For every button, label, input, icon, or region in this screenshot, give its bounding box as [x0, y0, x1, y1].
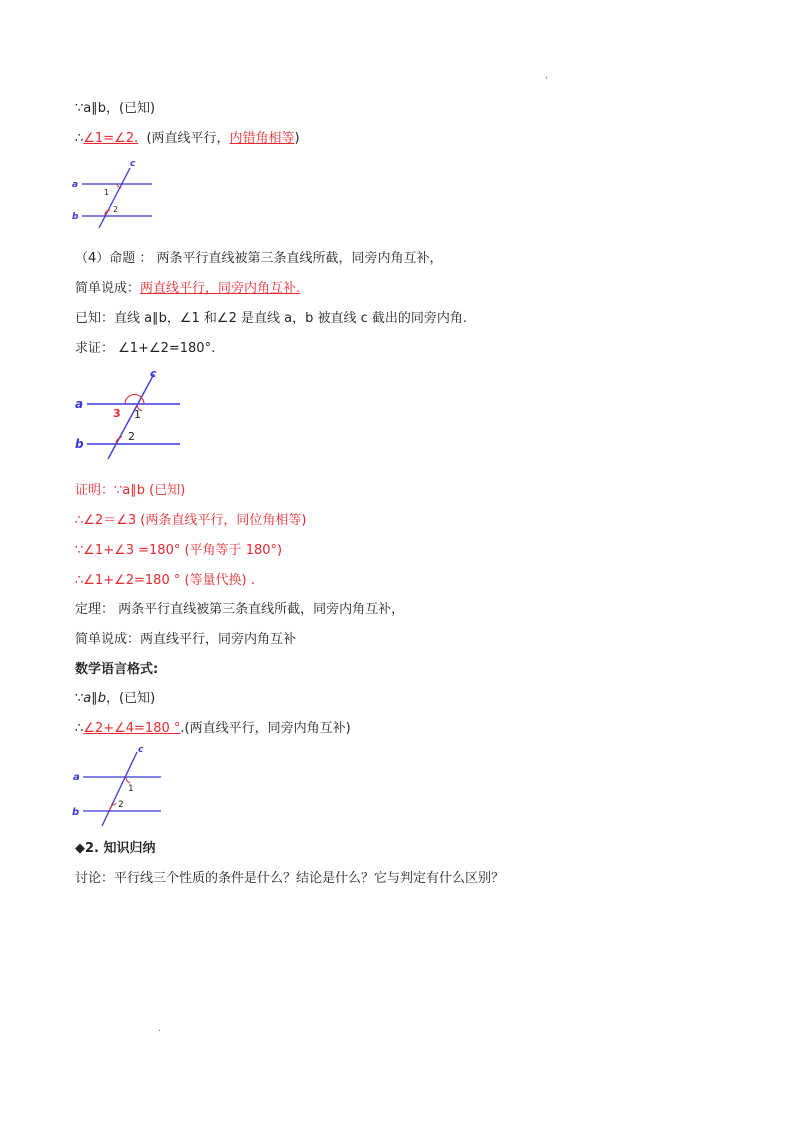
- proof-line-2: ∴∠2＝∠3 (两条直线平行，同位角相等): [75, 513, 307, 528]
- given-line-1: ∵a∥b，(已知): [75, 101, 156, 116]
- label-c: c: [150, 367, 157, 380]
- label-b: b: [72, 807, 80, 818]
- label-2: 2: [118, 800, 124, 810]
- proof-line-4: ∴∠1+∠2=180 ° (等量代换) .: [75, 573, 255, 588]
- prove-line: 求证： ∠1+∠2=180°.: [75, 341, 216, 356]
- label-a: a: [73, 772, 80, 783]
- label-2: 2: [113, 205, 119, 214]
- label-c: c: [130, 159, 136, 169]
- conclusion-red: ∠1=∠2.: [83, 131, 139, 146]
- because-symbol: ∵: [75, 691, 84, 706]
- given-suffix: ，(已知): [106, 691, 156, 706]
- label-1: 1: [128, 784, 134, 794]
- reason-close: ): [294, 131, 300, 146]
- proof-line-3: ∵∠1+∠3 =180° (平角等于 180°): [75, 543, 283, 558]
- simple-label: 简单说成：: [75, 281, 141, 296]
- section-2-title: ◆2. 知识归纳: [75, 841, 156, 856]
- conclusion-red: ∠2+∠4=180 °: [83, 721, 181, 736]
- theorem-line-1: 定理： 两条平行直线被第三条直线所截，同旁内角互补，: [75, 602, 405, 617]
- label-c: c: [138, 745, 144, 755]
- therefore-symbol: ∴: [75, 131, 84, 146]
- label-a: a: [72, 180, 79, 190]
- label-a: a: [75, 397, 84, 411]
- known-line: 已知：直线 a∥b，∠1 和∠2 是直线 a，b 被直线 c 截出的同旁内角.: [75, 311, 467, 326]
- conclusion-line-1: [75, 130, 300, 148]
- reason-red: 内错角相等: [229, 131, 295, 146]
- given-italic: a∥b: [83, 691, 106, 706]
- simple-red: 两直线平行，同旁内角互补.: [140, 281, 301, 296]
- label-3: 3: [113, 407, 121, 420]
- proposition-4-heading: （4）命题 ： 两条平行直线被第三条直线所截，同旁内角互补，: [75, 251, 443, 266]
- reason: .(两直线平行，同旁内角互补): [180, 721, 351, 736]
- label-1: 1: [134, 408, 141, 421]
- math-language-title: 数学语言格式:: [75, 662, 159, 677]
- proof-line-1: 证明：∵a∥b (已知): [75, 483, 186, 498]
- page-mark-bottom: .: [158, 1024, 161, 1034]
- simple-statement: [75, 280, 300, 298]
- label-1: 1: [104, 188, 110, 197]
- label-b: b: [72, 212, 79, 222]
- label-2: 2: [128, 430, 135, 443]
- parallel-lines-diagram-1: [68, 158, 168, 233]
- discussion-line: 讨论：平行线三个性质的条件是什么？结论是什么？它与判定有什么区别？: [75, 871, 505, 886]
- math-given-line: [75, 690, 155, 708]
- parallel-lines-diagram-3: [68, 742, 178, 832]
- label-b: b: [75, 437, 84, 451]
- page-mark-top: ': [545, 76, 548, 86]
- math-conclusion-line: [75, 720, 351, 738]
- parallel-lines-diagram-2: [70, 365, 200, 465]
- reason-open: (两直线平行，: [146, 131, 230, 146]
- theorem-line-2: 简单说成：两直线平行，同旁内角互补: [75, 632, 297, 647]
- therefore-symbol: ∴: [75, 721, 84, 736]
